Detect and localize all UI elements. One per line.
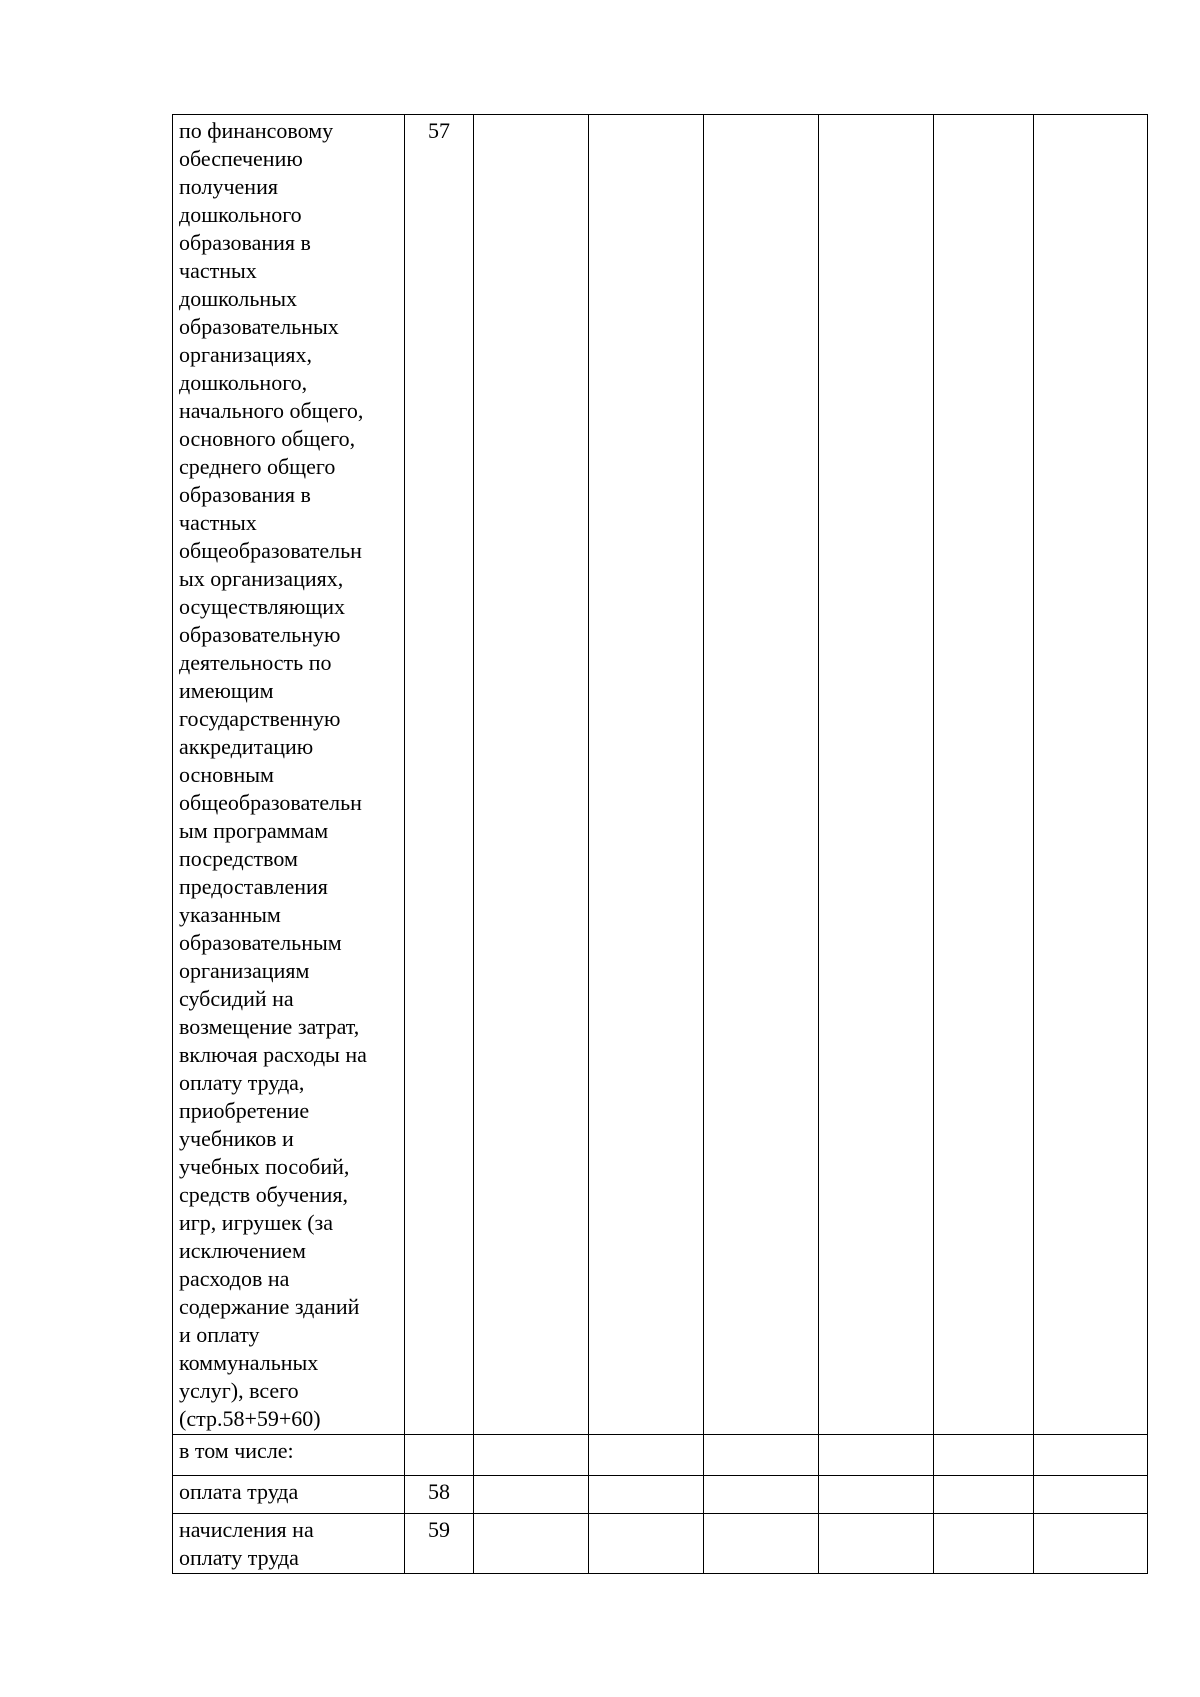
table-row: [173, 115, 1148, 1435]
value-cell: [1034, 1435, 1148, 1476]
value-cell: [704, 1435, 819, 1476]
value-cell: [474, 115, 589, 1435]
value-cell: [589, 115, 704, 1435]
row-name: по финансовому обеспечению получения дошкольного образования в частных дошкольных образовательных организациях, дошкольного, начального общего, основного общего, среднего общего образования в частных общеобразовательн ых организациях, осуществляющих образовательную деятельность по имеющим государственную аккредитацию основным общеобразовательн ым программам посредством предоставления указанным образовательным организациям субсидий на возмещение затрат, включая расходы на оплату труда, приобретение учебников и учебных пособий, средств обучения, игр, игрушек (за исключением расходов на содержание зданий и оплату коммунальных услуг), всего (стр.58+59+60): [179, 118, 367, 1431]
row-code-cell: [405, 1476, 474, 1514]
value-cell: [474, 1514, 589, 1574]
value-cell: [589, 1435, 704, 1476]
row-name: оплата труда: [179, 1479, 299, 1504]
value-cell: [934, 1476, 1034, 1514]
value-cell: [589, 1476, 704, 1514]
table-row: [173, 1514, 1148, 1574]
value-cell: [819, 115, 934, 1435]
row-code: 58: [428, 1479, 450, 1504]
row-name-cell: [173, 1514, 405, 1574]
row-code: 57: [428, 118, 450, 143]
row-code-cell: [405, 1514, 474, 1574]
value-cell: [474, 1435, 589, 1476]
value-cell: [819, 1476, 934, 1514]
value-cell: [819, 1514, 934, 1574]
value-cell: [704, 115, 819, 1435]
value-cell: [934, 1435, 1034, 1476]
row-name-cell: [173, 1476, 405, 1514]
report-table: [172, 114, 1148, 1574]
row-name: в том числе:: [179, 1438, 294, 1463]
row-code: 59: [428, 1517, 450, 1542]
value-cell: [1034, 115, 1148, 1435]
value-cell: [934, 1514, 1034, 1574]
row-name-cell: [173, 115, 405, 1435]
value-cell: [934, 115, 1034, 1435]
row-code-cell: [405, 115, 474, 1435]
value-cell: [819, 1435, 934, 1476]
value-cell: [589, 1514, 704, 1574]
row-name-cell: [173, 1435, 405, 1476]
value-cell: [1034, 1476, 1148, 1514]
table-row: [173, 1435, 1148, 1476]
value-cell: [704, 1476, 819, 1514]
row-name: начисления на оплату труда: [179, 1517, 314, 1570]
row-code-cell: [405, 1435, 474, 1476]
table-row: [173, 1476, 1148, 1514]
value-cell: [474, 1476, 589, 1514]
value-cell: [1034, 1514, 1148, 1574]
value-cell: [704, 1514, 819, 1574]
